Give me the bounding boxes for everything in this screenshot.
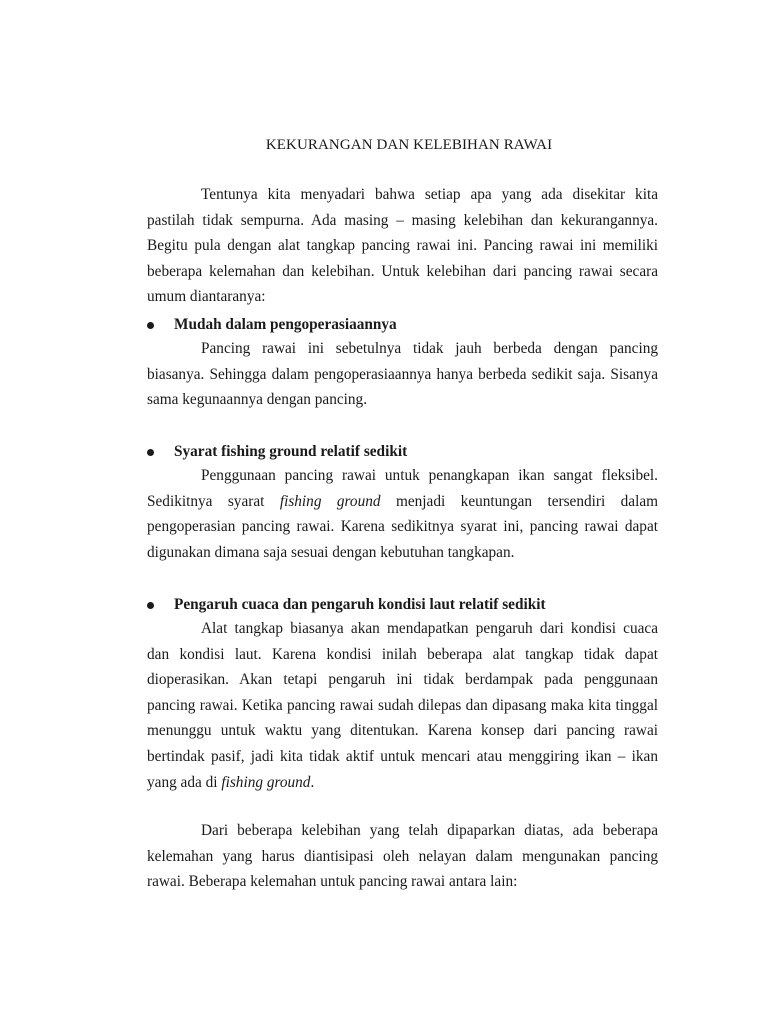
paragraph-line: Alat tangkap biasanya akan mendapatkan pengaruh dari kondisi cuaca	[201, 620, 658, 637]
paragraph-line: biasanya. Sehingga dalam pengoperasiaannya hanya berbeda sedikit saja. Sisanya	[147, 365, 658, 383]
section-paragraph	[147, 463, 658, 565]
paragraph-line: Penggunaan pancing rawai untuk penangkapan ikan sangat fleksibel.	[201, 467, 658, 484]
paragraph-line: menunggu untuk waktu yang ditentukan. Karena konsep dari pancing rawai	[147, 722, 658, 740]
document-page: KEKURANGAN DAN KELEBIHAN RAWAI Tentunya kita menyadari bahwa setiap apa yang ada disekitar kita pastilah tidak sempurna. Ada masing – masing kelebihan dan kekurangannya. Begitu pula dengan alat tangkap pancing rawai ini. Pancing rawai ini memiliki beberapa kelemahan dan kelebihan. Untuk kelebihan dari pancing rawai secara umum diantaranya: Mudah dalam pengoperasiaannya Pancing rawai ini sebetulnya tidak jauh berbeda dengan pancing biasanya. Sehingga dalam pengoperasiaannya hanya berbeda sedikit saja. Sisanya sama kegunaannya dengan pancing. Syarat fishing ground relatif sedikit Penggunaan pancing rawai untuk penangkapan ikan sangat fleksibel. Sedikitnya syarat fishing ground menjadi keuntungan tersendiri dalam pengoperasian pancing rawai. Karena sedikitnya syarat ini, pancing rawai dapat digunakan dimana saja sesuai dengan kebutuhan tangkapan. Pengaruh cuaca dan pengaruh kondisi laut relatif sedikit Alat tangkap biasanya akan mendapatkan pengaruh dari kondisi cuaca dan kondisi laut. Karena kondisi inilah beberapa alat tangkap tidak dapat dioperasikan. Akan tetapi pengaruh ini tidak berdampak pada penggunaan pancing rawai. Ketika pancing rawai sudah dilepas dan dipasang maka kita tinggal menunggu untuk waktu yang ditentukan. Karena konsep dari pancing rawai bertindak pasif, jadi kita tidak aktif untuk mencari atau menggiring ikan – ikan yang ada di fishing ground. Dari beberapa kelebihan yang telah dipaparkan diatas, ada beberapa kelemahan yang harus diantisipasi oleh nelayan dalam mengunakan pancing rawai. Beberapa kelemahan untuk pancing rawai antara lain:	[0, 0, 768, 1024]
paragraph-line: sama kegunaannya dengan pancing.	[147, 391, 368, 409]
closing-paragraph	[147, 818, 658, 895]
paragraph-line: bertindak pasif, jadi kita tidak aktif untuk mencari atau menggiring ikan – ikan	[147, 747, 658, 765]
paragraph-line: pancing rawai. Ketika pancing rawai sudah dilepas dan dipasang maka kita tinggal	[147, 696, 658, 714]
paragraph-line: dan kondisi laut. Karena kondisi inilah beberapa alat tangkap tidak dapat	[147, 645, 658, 663]
paragraph-line: yang ada di fishing ground.	[147, 773, 315, 791]
paragraph-line: pengoperasian pancing rawai. Karena sedikitnya syarat ini, pancing rawai dapat	[147, 518, 658, 536]
paragraph-line: Pancing rawai ini sebetulnya tidak jauh berbeda dengan pancing	[201, 340, 658, 357]
paragraph-line: umum diantaranya:	[147, 288, 266, 306]
paragraph-line: Begitu pula dengan alat tangkap pancing rawai ini. Pancing rawai ini memiliki	[147, 237, 658, 255]
paragraph-line: Tentunya kita menyadari bahwa setiap apa yang ada disekitar kita	[201, 186, 658, 203]
paragraph-line: beberapa kelemahan dan kelebihan. Untuk kelebihan dari pancing rawai secara	[147, 262, 658, 280]
paragraph-line: Sedikitnya syarat fishing ground menjadi keuntungan tersendiri dalam	[147, 492, 659, 510]
bullet-icon	[147, 322, 154, 329]
paragraph-line: rawai. Beberapa kelemahan untuk pancing rawai antara lain:	[147, 873, 518, 891]
paragraph-line: Dari beberapa kelebihan yang telah dipaparkan diatas, ada beberapa	[201, 822, 658, 839]
paragraph-line: digunakan dimana saja sesuai dengan kebutuhan tangkapan.	[147, 543, 515, 561]
bullet-icon	[147, 449, 154, 456]
page-title: KEKURANGAN DAN KELEBIHAN RAWAI	[265, 137, 553, 153]
paragraph-line: kelemahan yang harus diantisipasi oleh nelayan dalam mengunakan pancing	[147, 847, 658, 865]
bullet-icon	[147, 602, 154, 609]
section-paragraph	[147, 616, 658, 795]
section-paragraph	[147, 336, 658, 413]
paragraph-line: pastilah tidak sempurna. Ada masing – masing kelebihan dan kekurangannya.	[147, 211, 658, 229]
intro-paragraph	[147, 182, 658, 310]
paragraph-line: dioperasikan. Akan tetapi pengaruh ini tidak berdampak pada penggunaan	[147, 671, 658, 689]
